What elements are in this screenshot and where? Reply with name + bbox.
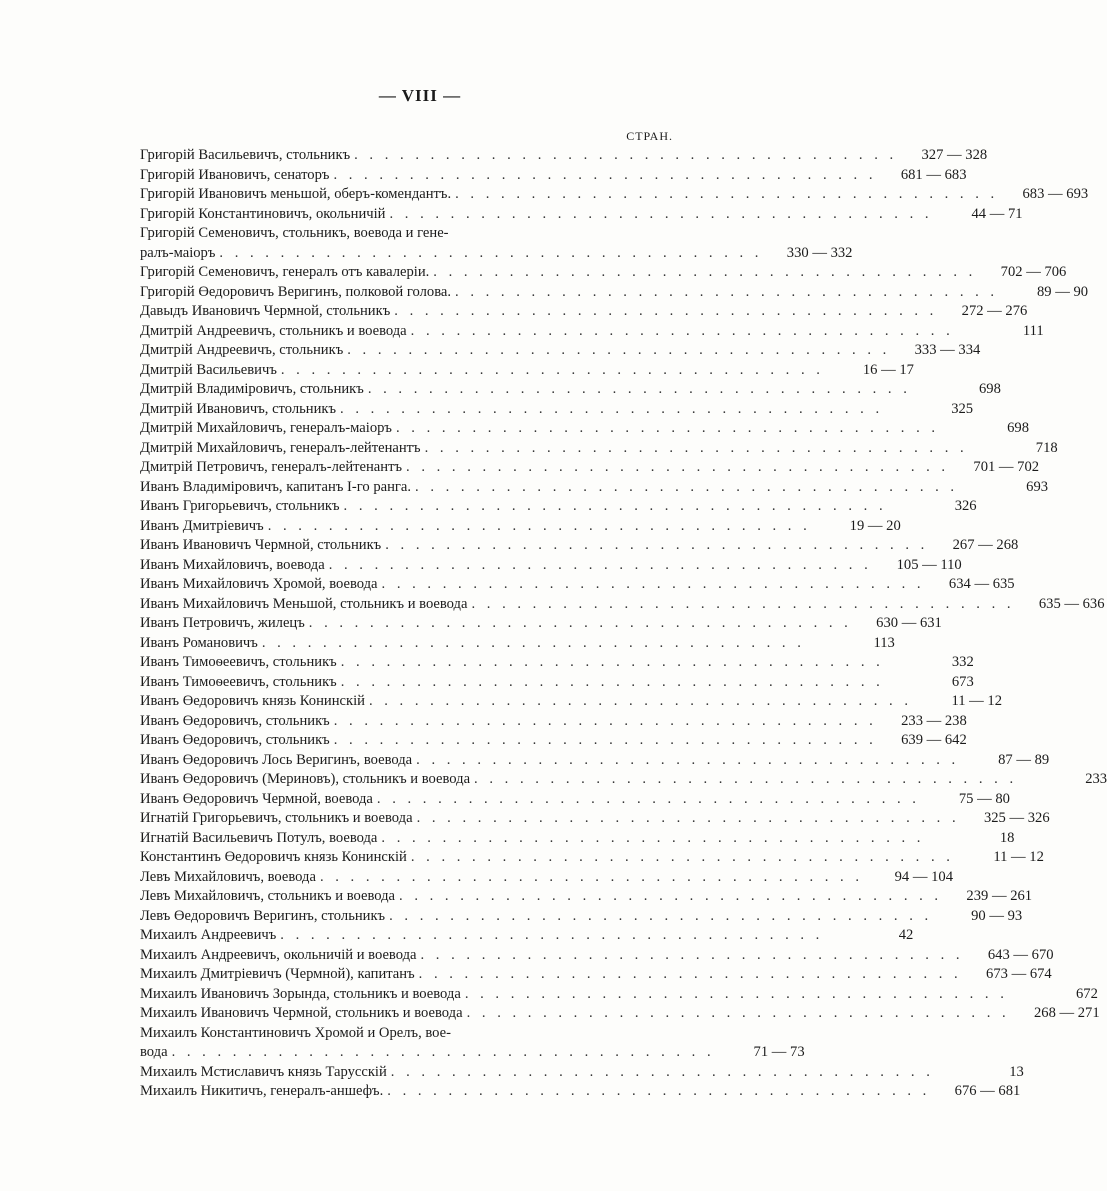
entry-pages: 698	[1007, 420, 1030, 436]
dot-leader: . . . . . . . . . . . . . . . . . . . . . . . . . . . . . . . . . . . .	[340, 400, 884, 417]
index-entry	[140, 653, 974, 673]
dot-leader: . . . . . . . . . . . . . . . . . . . . . . . . . . . . . . . . . . . .	[394, 303, 938, 319]
entry-name: Игнатій Васильевичъ Потулъ, воевода	[140, 829, 378, 846]
index-entry	[140, 361, 914, 381]
entry-name: Иванъ Өедоровичъ, стольникъ	[140, 712, 330, 729]
index-entry	[140, 439, 1058, 459]
index-entry	[140, 497, 977, 517]
entry-pages: 105 — 110	[896, 556, 962, 573]
index-entry	[140, 926, 914, 946]
dot-leader: . . . . . . . . . . . . . . . . . . . . . . . . . . . . . . . . . . . .	[328, 556, 872, 573]
entry-pages: 111	[1022, 322, 1044, 339]
dot-leader: . . . . . . . . . . . . . . . . . . . . . . . . . . . . . . . . . . . .	[474, 771, 1018, 787]
entry-name-line1: Григорій Семеновичъ, стольникъ, воевода и гене-	[140, 225, 449, 241]
index-entry	[140, 751, 1050, 771]
dot-leader: . . . . . . . . . . . . . . . . . . . . . . . . . . . . . . . . . . . .	[343, 498, 887, 514]
entry-name: Левъ Михайловичъ, стольникъ и воевода	[140, 888, 396, 904]
entry-pages: 698	[978, 381, 1001, 397]
dot-leader: . . . . . . . . . . . . . . . . . . . . . . . . . . . . . . . . . . . .	[280, 361, 824, 378]
entry-name: Иванъ Өедоровичъ князь Конинскій	[140, 693, 365, 709]
entry-pages: 326	[954, 498, 977, 514]
entry-name: Григорій Ивановичъ меньшой, оберъ-комендантъ.	[140, 186, 452, 202]
entry-pages: 701 — 702	[973, 459, 1040, 475]
dot-leader: . . . . . . . . . . . . . . . . . . . . . . . . . . . . . . . . . . . .	[319, 868, 863, 885]
dot-leader: . . . . . . . . . . . . . . . . . . . . . . . . . . . . . . . . . . . .	[261, 634, 805, 651]
entry-pages: 332	[951, 654, 974, 670]
entry-pages: 13	[1009, 1063, 1024, 1080]
dot-leader: . . . . . . . . . . . . . . . . . . . . . . . . . . . . . . . . . . . .	[354, 147, 898, 163]
entry-pages: 18	[999, 829, 1015, 846]
entry-name: Константинъ Өедоровичъ князь Конинскій	[140, 849, 407, 865]
index-entry	[140, 1004, 1100, 1024]
entry-name: Михаилъ Никитичъ, генералъ-аншефъ.	[140, 1083, 384, 1099]
entry-pages: 89 — 90	[1036, 283, 1089, 300]
dot-leader: . . . . . . . . . . . . . . . . . . . . . . . . . . . . . . . . . . . .	[367, 381, 911, 397]
dot-leader: . . . . . . . . . . . . . . . . . . . . . . . . . . . . . . . . . . . .	[415, 478, 959, 495]
entry-pages: 634 — 635	[948, 576, 1015, 592]
index-entry	[140, 790, 1010, 810]
entry-name: Иванъ Григорьевичъ, стольникъ	[140, 498, 340, 514]
index-entry	[140, 478, 1049, 498]
dot-leader: . . . . . . . . . . . . . . . . . . . . . . . . . . . . . . . . . . . .	[333, 732, 877, 748]
index-entry	[140, 556, 962, 576]
entry-name: Иванъ Тимоѳеевичъ, стольникъ	[140, 654, 337, 670]
dot-leader: . . . . . . . . . . . . . . . . . . . . . . . . . . . . . . . . . . . .	[267, 517, 811, 534]
dot-leader: . . . . . . . . . . . . . . . . . . . . . . . . . . . . . . . . . . . .	[390, 1063, 934, 1080]
index-entry	[140, 185, 1089, 205]
dot-leader: . . . . . . . . . . . . . . . . . . . . . . . . . . . . . . . . . . . .	[416, 751, 960, 768]
entry-name: Григорій Семеновичъ, генералъ отъ кавалеріи.	[140, 264, 430, 280]
index-entry	[140, 146, 988, 166]
index-entry	[140, 517, 901, 537]
index-entry	[140, 673, 974, 693]
index-entry	[140, 536, 1019, 556]
entry-pages: 693	[1026, 478, 1049, 495]
dot-leader: . . . . . . . . . . . . . . . . . . . . . . . . . . . . . . . . . . . .	[466, 1005, 1010, 1021]
entry-pages: 113	[873, 634, 895, 651]
dot-leader: . . . . . . . . . . . . . . . . . . . . . . . . . . . . . . . . . . . .	[171, 1044, 715, 1060]
entry-name: Григорій Константиновичъ, окольничій	[140, 205, 386, 222]
entry-pages: 630 — 631	[876, 615, 942, 631]
dot-leader: . . . . . . . . . . . . . . . . . . . . . . . . . . . . . . . . . . . .	[410, 322, 954, 339]
entry-name: Иванъ Тимоѳеевичъ, стольникъ	[140, 673, 337, 690]
dot-leader: . . . . . . . . . . . . . . . . . . . . . . . . . . . . . . . . . . . .	[385, 537, 929, 553]
entry-pages: 75 — 80	[958, 790, 1010, 807]
dot-leader: . . . . . . . . . . . . . . . . . . . . . . . . . . . . . . . . . . . .	[406, 459, 950, 475]
dot-leader: . . . . . . . . . . . . . . . . . . . . . . . . . . . . . . . . . . . .	[381, 829, 925, 846]
entry-name: Иванъ Дмитріевичъ	[140, 517, 264, 534]
entry-name: Иванъ Михайловичъ Хромой, воевода	[140, 576, 378, 592]
entry-name: Григорій Васильевичъ, стольникъ	[140, 147, 351, 163]
dot-leader: . . . . . . . . . . . . . . . . . . . . . . . . . . . . . . . . . . . .	[347, 342, 891, 358]
entry-name: Григорій Өедоровичъ Веригинъ, полковой голова.	[140, 283, 452, 300]
dot-leader: . . . . . . . . . . . . . . . . . . . . . . . . . . . . . . . . . . . .	[308, 615, 852, 631]
entry-pages: 233	[1085, 771, 1107, 787]
entry-name: Левъ Михайловичъ, воевода	[140, 868, 316, 885]
index-entry	[140, 829, 1015, 849]
dot-leader: . . . . . . . . . . . . . . . . . . . . . . . . . . . . . . . . . . . .	[455, 283, 999, 300]
entry-pages: 90 — 93	[971, 907, 1023, 924]
dot-leader: . . . . . . . . . . . . . . . . . . . . . . . . . . . . . . . . . . . .	[389, 907, 933, 924]
entry-name: Иванъ Өедоровичъ Лось Веригинъ, воевода	[140, 751, 413, 768]
entry-pages: 42	[898, 927, 914, 943]
index-entry	[140, 692, 1002, 712]
entry-name: Иванъ Өедоровичъ, стольникъ	[140, 732, 330, 748]
dot-leader: . . . . . . . . . . . . . . . . . . . . . . . . . . . . . . . . . . . .	[381, 576, 925, 592]
dot-leader: . . . . . . . . . . . . . . . . . . . . . . . . . . . . . . . . . . . .	[455, 186, 999, 202]
entry-pages: 239 — 261	[966, 888, 1033, 904]
entry-name: Иванъ Михайловичъ, воевода	[140, 556, 325, 573]
index-entry	[140, 263, 1067, 283]
entry-name: Дмитрій Андреевичъ, стольникъ	[140, 342, 344, 358]
index-entry	[140, 575, 1015, 595]
dot-leader: . . . . . . . . . . . . . . . . . . . . . . . . . . . . . . . . . . . .	[399, 888, 943, 904]
entry-pages: 635 — 636	[1038, 595, 1105, 612]
index-entry	[140, 341, 981, 361]
index-entry	[140, 322, 1044, 342]
index-entry	[140, 380, 1001, 400]
index-entry	[140, 985, 1098, 1005]
entry-name: Михаилъ Ивановичъ Зорында, стольникъ и воевода	[140, 985, 461, 1002]
dot-leader: . . . . . . . . . . . . . . . . . . . . . . . . . . . . . . . . . . . .	[464, 985, 1008, 1002]
index-entry	[140, 166, 967, 186]
entry-pages: 19 — 20	[849, 517, 901, 534]
dot-leader: . . . . . . . . . . . . . . . . . . . . . . . . . . . . . . . . . . . .	[340, 654, 884, 670]
entry-pages: 673 — 674	[986, 966, 1052, 982]
index-entry	[140, 712, 967, 732]
dot-leader: . . . . . . . . . . . . . . . . . . . . . . . . . . . . . . . . . . . .	[389, 205, 933, 222]
index-entry	[140, 887, 1033, 907]
entry-name: Дмитрій Михайловичъ, генералъ-лейтенантъ	[140, 439, 421, 456]
entry-name: Дмитрій Андреевичъ, стольникъ и воевода	[140, 322, 407, 339]
entry-name: Игнатій Григорьевичъ, стольникъ и воевода	[140, 810, 413, 826]
index-entry	[140, 1082, 1021, 1102]
entry-pages: 672	[1075, 985, 1098, 1002]
index-entry	[140, 205, 1023, 225]
dot-leader: . . . . . . . . . . . . . . . . . . . . . . . . . . . . . . . . . . . .	[418, 966, 962, 982]
entry-pages: 330 — 332	[786, 244, 853, 261]
dot-leader: . . . . . . . . . . . . . . . . . . . . . . . . . . . . . . . . . . . .	[471, 595, 1015, 612]
index-entry	[140, 965, 1052, 985]
dot-leader: . . . . . . . . . . . . . . . . . . . . . . . . . . . . . . . . . . . .	[433, 264, 977, 280]
index-entry	[140, 1063, 1024, 1083]
entry-pages: 639 — 642	[901, 732, 967, 748]
index-entry	[140, 907, 1023, 927]
index-entry	[140, 868, 953, 888]
dot-leader: . . . . . . . . . . . . . . . . . . . . . . . . . . . . . . . . . . . .	[387, 1083, 931, 1099]
dot-leader: . . . . . . . . . . . . . . . . . . . . . . . . . . . . . . . . . . . .	[219, 244, 763, 261]
entry-pages: 87 — 89	[998, 751, 1050, 768]
entry-name: Дмитрій Васильевичъ	[140, 361, 277, 378]
pages-column-header: СТРАН.	[626, 129, 673, 143]
dot-leader: . . . . . . . . . . . . . . . . . . . . . . . . . . . . . . . . . . . .	[410, 849, 954, 865]
dot-leader: . . . . . . . . . . . . . . . . . . . . . . . . . . . . . . . . . . . .	[416, 810, 960, 826]
entry-pages: 681 — 683	[900, 166, 967, 183]
entry-pages: 71 — 73	[753, 1044, 805, 1060]
index-entry	[140, 731, 967, 751]
index-entry	[140, 809, 1050, 829]
dot-leader: . . . . . . . . . . . . . . . . . . . . . . . . . . . . . . . . . . . .	[280, 927, 824, 943]
index-entry	[140, 458, 1040, 478]
index-entry	[140, 634, 895, 654]
entry-name: Левъ Өедоровичъ Веригинъ, стольникъ	[140, 907, 386, 924]
page-number-header: — VIII —	[378, 86, 462, 105]
entry-pages: 718	[1035, 439, 1058, 456]
entry-pages: 94 — 104	[894, 868, 953, 885]
entry-pages: 233 — 238	[901, 712, 967, 729]
entry-name: Иванъ Ивановичъ Чермной, стольникъ	[140, 537, 382, 553]
dot-leader: . . . . . . . . . . . . . . . . . . . . . . . . . . . . . . . . . . . .	[376, 790, 920, 807]
index-entry	[140, 224, 853, 263]
index-entry	[140, 419, 1030, 439]
index-entry	[140, 283, 1089, 303]
dot-leader: . . . . . . . . . . . . . . . . . . . . . . . . . . . . . . . . . . . .	[420, 946, 964, 963]
entry-name: Михаилъ Андреевичъ, окольничій и воевода	[140, 946, 417, 963]
entry-name: Михаилъ Мстиславичъ князь Тарусскій	[140, 1063, 387, 1080]
index-entry	[140, 302, 1028, 322]
entry-name: Григорій Ивановичъ, сенаторъ	[140, 166, 330, 183]
entry-pages: 267 — 268	[952, 537, 1019, 553]
dot-leader: . . . . . . . . . . . . . . . . . . . . . . . . . . . . . . . . . . . .	[333, 712, 877, 729]
entry-name: Михаилъ Ивановичъ Чермной, стольникъ и воевода	[140, 1005, 463, 1021]
entry-pages: 676 — 681	[954, 1083, 1021, 1099]
index-entry-list	[140, 146, 1107, 1102]
entry-pages: 325 — 326	[983, 810, 1050, 826]
entry-pages: 643 — 670	[987, 946, 1054, 963]
entry-name: Иванъ Өедоровичъ Чермной, воевода	[140, 790, 373, 807]
entry-pages: 11 — 12	[951, 693, 1002, 709]
entry-name: Давыдъ Ивановичъ Чермной, стольникъ	[140, 303, 391, 319]
entry-name: Иванъ Михайловичъ Меньшой, стольникъ и воевода	[140, 595, 468, 612]
index-entry	[140, 595, 1105, 615]
entry-name: Дмитрій Ивановичъ, стольникъ	[140, 400, 337, 417]
entry-name: Михаилъ Андреевичъ	[140, 927, 277, 943]
entry-name: Иванъ Владиміровичъ, капитанъ I-го ранга.	[140, 478, 412, 495]
index-entry	[140, 1024, 805, 1063]
entry-name-line1: Михаилъ Константиновичъ Хромой и Орелъ, вое-	[140, 1024, 451, 1041]
index-entry	[140, 400, 974, 420]
entry-name: Дмитрій Владиміровичъ, стольникъ	[140, 381, 364, 397]
entry-name: Иванъ Романовичъ	[140, 634, 258, 651]
dot-leader: . . . . . . . . . . . . . . . . . . . . . . . . . . . . . . . . . . . .	[368, 693, 912, 709]
entry-pages: 268 — 271	[1033, 1005, 1100, 1021]
entry-pages: 673	[951, 673, 974, 690]
entry-pages: 702 — 706	[1000, 264, 1067, 280]
dot-leader: . . . . . . . . . . . . . . . . . . . . . . . . . . . . . . . . . . . .	[340, 673, 884, 690]
index-entry	[140, 848, 1044, 868]
entry-pages: 44 — 71	[971, 205, 1023, 222]
entry-name: Иванъ Өедоровичъ (Мериновъ), стольникъ и воевода	[140, 771, 471, 787]
entry-name: Дмитрій Михайловичъ, генералъ-маіоръ	[140, 420, 392, 436]
entry-pages: 325	[951, 400, 974, 417]
entry-pages: 272 — 276	[961, 303, 1028, 319]
dot-leader: . . . . . . . . . . . . . . . . . . . . . . . . . . . . . . . . . . . .	[424, 439, 968, 456]
entry-name: Дмитрій Петровичъ, генералъ-лейтенантъ	[140, 459, 403, 475]
entry-name: ралъ-маіоръ	[140, 244, 216, 261]
entry-pages: 327 — 328	[921, 147, 988, 163]
entry-name: вода	[140, 1044, 168, 1060]
entry-name: Михаилъ Дмитріевичъ (Чермной), капитанъ	[140, 966, 415, 982]
entry-pages: 16 — 17	[862, 361, 914, 378]
index-entry	[140, 770, 1107, 790]
index-entry	[140, 946, 1054, 966]
entry-pages: 333 — 334	[914, 342, 981, 358]
entry-pages: 11 — 12	[993, 849, 1044, 865]
dot-leader: . . . . . . . . . . . . . . . . . . . . . . . . . . . . . . . . . . . .	[395, 420, 940, 436]
dot-leader: . . . . . . . . . . . . . . . . . . . . . . . . . . . . . . . . . . . .	[333, 166, 877, 183]
entry-name: Иванъ Петровичъ, жилецъ	[140, 615, 305, 631]
index-entry	[140, 614, 942, 634]
entry-pages: 683 — 693	[1022, 186, 1089, 202]
